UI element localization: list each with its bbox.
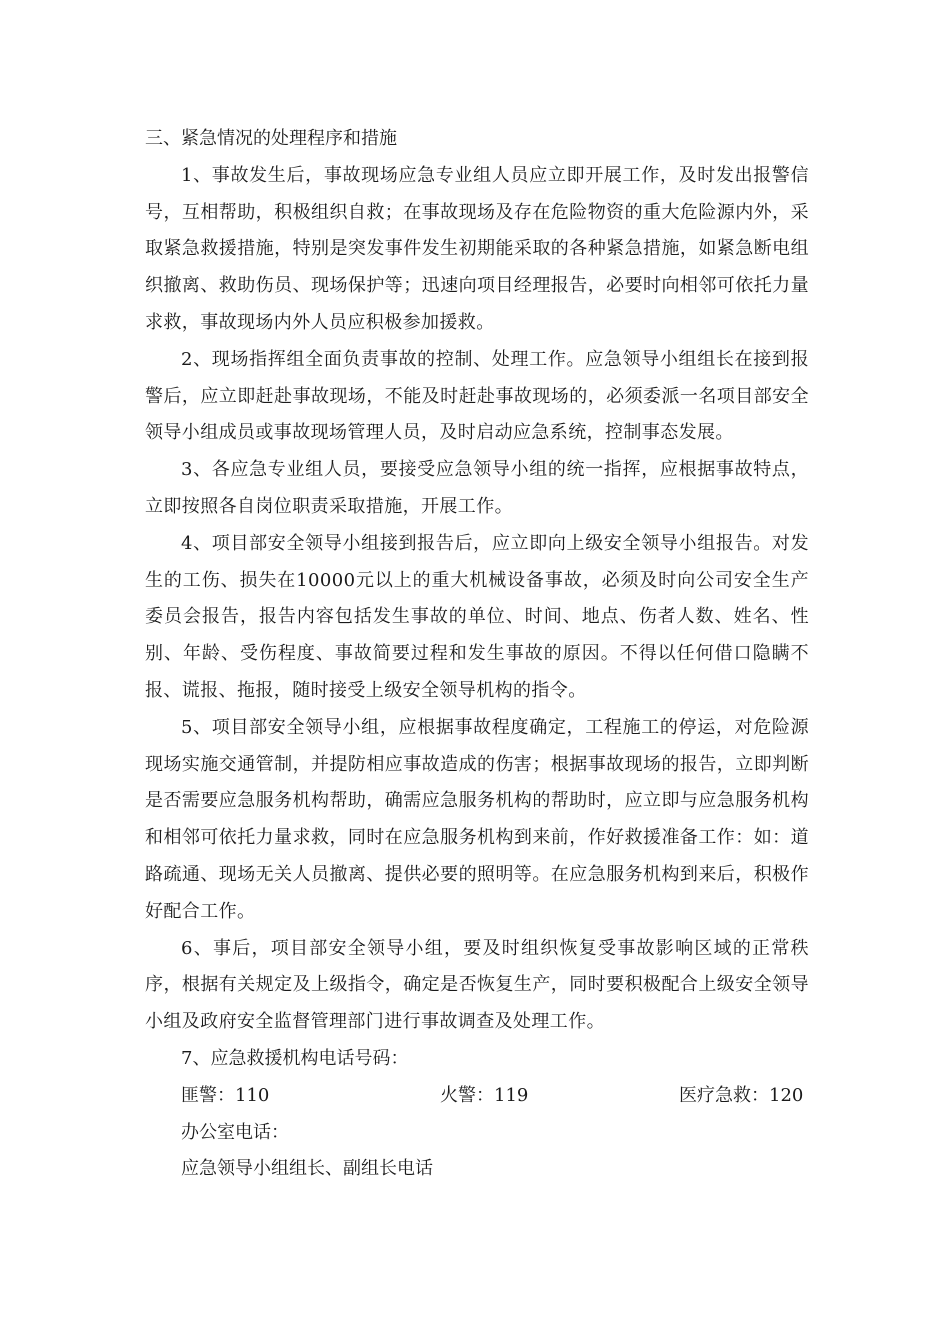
fire-phone: 火警：119 — [440, 1084, 529, 1106]
office-phone: 办公室电话： — [181, 1121, 289, 1143]
emergency-phone-row — [145, 1078, 809, 1115]
paragraph-1: 1、事故发生后，事故现场应急专业组人员应立即开展工作，及时发出报警信号，互相帮助，积极组织自救；在事故现场及存在危险物资的重大危险源内外，采取紧急救援措施，特别是突发事件发生初期能采取的各种紧急措施，如紧急断电组织撤离、救助伤员、现场保护等；迅速向项目经理报告，必要时向相邻可依托力量求救，事故现场内外人员应积极参加援救。 — [145, 164, 809, 333]
paragraph-3: 3、各应急专业组人员，要接受应急领导小组的统一指挥，应根据事故特点，立即按照各自岗位职责采取措施，开展工作。 — [145, 459, 809, 517]
document-body — [145, 121, 809, 1188]
paragraph-2: 2、现场指挥组全面负责事故的控制、处理工作。应急领导小组组长在接到报警后，应立即赶赴事故现场，不能及时赶赴事故现场的，必须委派一名项目部安全领导小组成员或事故现场管理人员，及时启动应急系统，控制事态发展。 — [145, 348, 809, 444]
section-heading: 三、紧急情况的处理程序和措施 — [145, 128, 397, 149]
medical-phone: 医疗急救：120 — [679, 1084, 804, 1106]
paragraph-4: 4、项目部安全领导小组接到报告后，应立即向上级安全领导小组报告。对发生的工伤、损失在10000元以上的重大机械设备事故，必须及时向公司安全生产委员会报告，报告内容包括发生事故的单位、时间、地点、伤者人数、姓名、性别、年龄、受伤程度、事故简要过程和发生事故的原因。不得以任何借口隐瞒不报、谎报、拖报，随时接受上级安全领导机构的指令。 — [145, 532, 809, 701]
paragraph-6: 6、事后，项目部安全领导小组，要及时组织恢复受事故影响区域的正常秩序，根据有关规定及上级指令，确定是否恢复生产，同时要积极配合上级安全领导小组及政府安全监督管理部门进行事故调查及处理工作。 — [145, 937, 809, 1033]
paragraph-5: 5、项目部安全领导小组，应根据事故程度确定，工程施工的停运，对危险源现场实施交通管制，并提防相应事故造成的伤害；根据事故现场的报告，立即判断是否需要应急服务机构帮助，确需应急服务机构的帮助时，应立即与应急服务机构和相邻可依托力量求救，同时在应急服务机构到来前，作好救援准备工作：如：道路疏通、现场无关人员撤离、提供必要的照明等。在应急服务机构到来后，积极作好配合工作。 — [145, 716, 809, 922]
leader-phone: 应急领导小组组长、副组长电话 — [181, 1158, 433, 1180]
contacts-heading: 7、应急救援机构电话号码： — [181, 1047, 409, 1069]
police-phone: 匪警：110 — [181, 1084, 270, 1106]
